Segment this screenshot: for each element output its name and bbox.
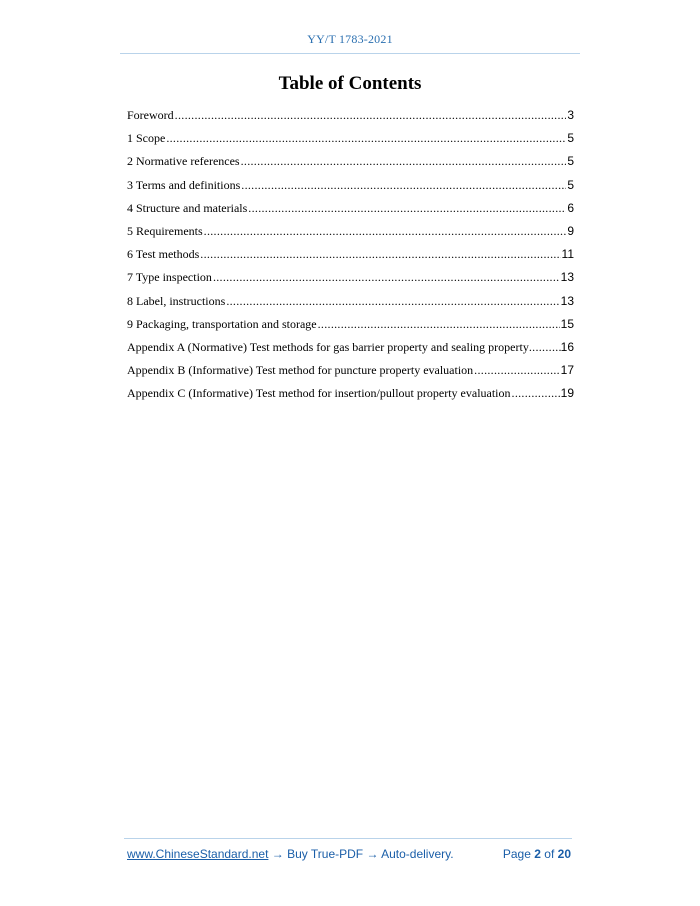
toc-entry-page: 3 bbox=[567, 108, 574, 122]
toc-entry-label-instructions[interactable] bbox=[127, 294, 574, 317]
toc-entry-requirements[interactable] bbox=[127, 224, 574, 247]
toc-dot-leader bbox=[213, 270, 560, 285]
toc-dot-leader bbox=[226, 294, 559, 309]
toc-dot-leader bbox=[529, 340, 561, 355]
toc-dot-leader bbox=[512, 386, 560, 401]
header-divider bbox=[120, 53, 580, 54]
toc-entry-page: 5 bbox=[567, 131, 574, 146]
toc-entry-page: 13 bbox=[560, 293, 574, 308]
toc-entry-page: 9 bbox=[567, 223, 574, 238]
page-indicator bbox=[503, 847, 571, 861]
toc-entry-label: Appendix A (Normative) Test methods for gas barrier property and sealing property bbox=[127, 339, 529, 354]
toc-entry-label: 5 Requirements bbox=[127, 223, 203, 238]
toc-entry-packaging[interactable] bbox=[127, 317, 574, 340]
toc-entry-label: 8 Label, instructions bbox=[127, 293, 226, 308]
page-total: 20 bbox=[557, 847, 571, 861]
toc-entry-label: 1 Scope bbox=[127, 131, 166, 146]
toc-entry-appendix-b[interactable] bbox=[127, 363, 574, 386]
toc-entry-appendix-a[interactable] bbox=[127, 340, 574, 363]
footer-divider bbox=[124, 838, 572, 839]
toc-dot-leader bbox=[200, 247, 560, 262]
toc-entry-label: Appendix C (Informative) Test method for insertion/pullout property evaluation bbox=[127, 386, 511, 401]
toc-entry-terms-definitions[interactable] bbox=[127, 178, 574, 201]
toc-entry-page: 6 bbox=[567, 200, 574, 215]
toc-entry-label: 7 Type inspection bbox=[127, 270, 212, 285]
toc-dot-leader bbox=[241, 178, 566, 193]
footer-tagline: → Buy True-PDF → Auto-delivery. bbox=[268, 847, 454, 861]
website-link[interactable]: www.ChineseStandard.net bbox=[127, 847, 269, 861]
toc-dot-leader bbox=[474, 363, 559, 378]
toc-dot-leader bbox=[248, 201, 566, 216]
toc-entry-structure-materials[interactable] bbox=[127, 201, 574, 224]
toc-entry-page: 17 bbox=[560, 363, 574, 378]
toc-entry-label: 6 Test methods bbox=[127, 247, 200, 262]
toc-entry-page: 13 bbox=[560, 270, 574, 285]
toc-entry-page: 5 bbox=[567, 177, 574, 192]
toc-entry-scope[interactable] bbox=[127, 131, 574, 154]
toc-entry-page: 5 bbox=[567, 154, 574, 169]
page-current: 2 bbox=[534, 847, 541, 861]
toc-list bbox=[127, 108, 574, 409]
toc-entry-page: 19 bbox=[560, 386, 574, 401]
standard-code-header: YY/T 1783-2021 bbox=[307, 32, 393, 46]
page-word: Page bbox=[502, 847, 531, 861]
toc-entry-label: 3 Terms and definitions bbox=[127, 177, 241, 192]
toc-dot-leader bbox=[318, 317, 560, 332]
toc-entry-label: 4 Structure and materials bbox=[127, 200, 248, 215]
toc-entry-test-methods[interactable] bbox=[127, 247, 574, 270]
toc-entry-page: 15 bbox=[560, 316, 574, 331]
footer-promo bbox=[127, 847, 454, 861]
toc-entry-foreword[interactable] bbox=[127, 108, 574, 131]
toc-dot-leader bbox=[241, 154, 567, 169]
toc-entry-page: 16 bbox=[560, 339, 574, 354]
toc-entry-normative-references[interactable] bbox=[127, 154, 574, 177]
toc-entry-label: Foreword bbox=[127, 108, 174, 122]
toc-entry-type-inspection[interactable] bbox=[127, 270, 574, 293]
toc-entry-label: 2 Normative references bbox=[127, 154, 240, 169]
toc-dot-leader bbox=[166, 131, 566, 146]
toc-dot-leader bbox=[175, 108, 567, 123]
toc-entry-label: Appendix B (Informative) Test method for puncture property evaluation bbox=[127, 363, 474, 378]
toc-dot-leader bbox=[204, 224, 567, 239]
toc-entry-label: 9 Packaging, transportation and storage bbox=[127, 316, 317, 331]
toc-entry-page: 11 bbox=[561, 247, 574, 262]
page-of: of bbox=[544, 847, 555, 861]
toc-title: Table of Contents bbox=[278, 73, 422, 94]
page-footer bbox=[127, 847, 571, 861]
toc-entry-appendix-c[interactable] bbox=[127, 386, 574, 409]
